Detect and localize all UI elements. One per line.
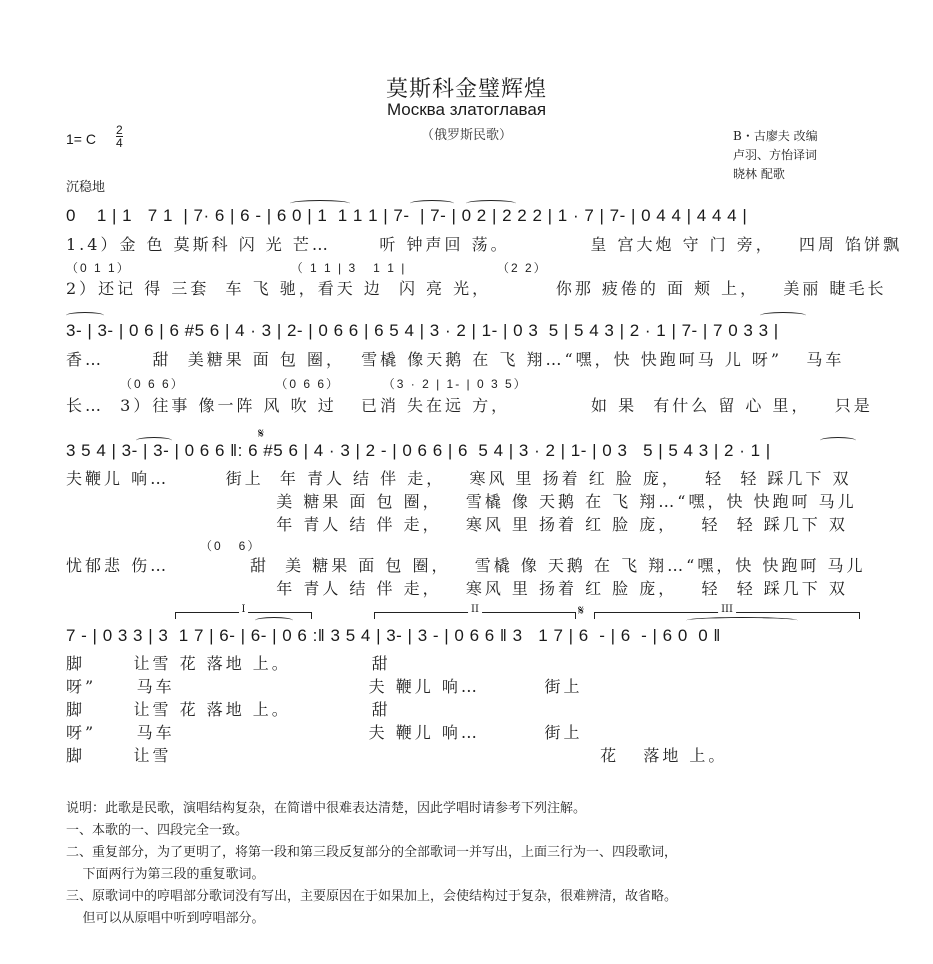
tempo-marking: 沉稳地 (66, 180, 106, 195)
notation-sub-row-1: （0 1 1） （ 1 1 | 3 1 1 | （2 2） (66, 261, 548, 275)
notation-row-4: 7 - | 0 3 3 | 3 1 7 | 6- | 6- | 0 6 :‖ 3 5 4 | 3- | 3 - | 0 6 6 ‖ 3 1 7 | 6 - | 6 - | 6 0 0 ‖ (66, 626, 721, 645)
lyric-row-4d: 呀” 马车 夫 鞭儿 响… 街上 (66, 723, 583, 742)
footnote-2: 二、重复部分，为了更明了，将第一段和第三段反复部分的全部歌词一并写出，上面三行为一、四段歌词， (66, 845, 678, 860)
credit-arranger: B・古廖夫 改编 (733, 129, 818, 143)
tie-icon (255, 617, 293, 624)
song-title-russian: Москва златоглавая (386, 100, 547, 119)
notation-row-3: 3 5 4 | 3- | 3- | 0 6 6 ‖: 6 #5 6 | 4 · 3 | 2 - | 0 6 6 | 6 5 4 | 3 · 2 | 1- | 0 3 5 | 5 4 3 | 2 · 1 | (66, 441, 771, 460)
footnote-2-cont: 下面两行为第三段的重复歌词。 (66, 867, 265, 882)
lyric-row-4a: 脚 让雪 花 落地 上。 甜 (66, 654, 391, 673)
lyric-row-1b: 2）还记 得 三套 车 飞 驰，看天 边 闪 亮 光， 你那 疲倦的 面 颊 上， 美丽 睫毛长 (66, 279, 887, 298)
lyric-row-4c: 脚 让雪 花 落地 上。 甜 (66, 700, 391, 719)
tie-icon (686, 617, 798, 624)
segno-icon: 𝄋 (258, 426, 265, 442)
tie-icon (760, 312, 806, 319)
footnote-1: 一、本歌的一、四段完全一致。 (66, 823, 249, 838)
song-origin: （俄罗斯民歌） (420, 128, 512, 143)
notation-row-1: 0 1 | 1 7 1 | 7· 6 | 6 - | 6 0 | 1 1 1 1 | 7- | 7- | 0 2 | 2 2 2 | 1 · 7 | 7- | 0 4 4 | 4 4 4 | (66, 206, 748, 225)
lyric-row-2b: 长… 3）往事 像一阵 风 吹 过 已消 失在远 方， 如 果 有什么 留 心 里， 只是 (66, 396, 873, 415)
credits (733, 127, 818, 184)
lyric-row-3b: 美 糖果 面 包 圈， 雪橇 像 天鹅 在 飞 翔…“嘿，快 快跑呵 马儿 (66, 492, 857, 511)
lyric-row-3d: 忧郁悲 伤… 甜 美 糖果 面 包 圈， 雪橇 像 天鹅 在 飞 翔…“嘿，快 快跑呵 马儿 (66, 556, 866, 575)
meter-top: 2 (116, 123, 123, 137)
lyric-row-3a: 夫鞭儿 响… 街上 年 青人 结 伴 走， 寒风 里 扬着 红 脸 庞， 轻 轻 踩几下 双 (66, 469, 852, 488)
meter-bottom: 4 (116, 136, 123, 150)
credit-lyricist: 卢羽、方怡译词 (733, 148, 818, 162)
segno-icon: 𝄋 (578, 603, 585, 619)
lyric-row-1a: 1.4）金 色 莫斯科 闪 光 芒… 听 钟声回 荡。 皇 宫大炮 守 门 旁， 四周 馅饼飘 (66, 235, 903, 254)
notation-row-2: 3- | 3- | 0 6 | 6 #5 6 | 4 · 3 | 2- | 0 6 6 | 6 5 4 | 3 · 2 | 1- | 0 3 5 | 5 4 3 | 2 · 1 | 7- | 7 0 3 3 | (66, 321, 779, 340)
lyric-row-4b: 呀” 马车 夫 鞭儿 响… 街上 (66, 677, 583, 696)
lyric-row-2a: 香… 甜 美糖果 面 包 圈， 雪橇 像天鹅 在 飞 翔…“嘿，快 快跑呵马 儿 呀” 马车 (66, 350, 845, 369)
footnote-3: 三、原歌词中的哼唱部分歌词没有写出，主要原因在于如果加上，会使结构过于复杂，很难辨清，故省略。 (66, 889, 678, 904)
credit-setter: 晓林 配歌 (733, 167, 785, 181)
volta-bracket-3: III (594, 612, 860, 619)
volta-bracket-2: II (374, 612, 576, 619)
footnote-3-cont: 但可以从原唱中听到哼唱部分。 (66, 911, 265, 926)
volta-bracket-1: I (175, 612, 312, 619)
notation-sub-row-2: （0 6 6） （0 6 6） （3 · 2 | 1- | 0 3 5） (120, 377, 528, 391)
tie-icon (820, 437, 856, 444)
notation-sub-row-3: （0 6） (200, 539, 262, 553)
footnote-intro: 说明：此歌是民歌，演唱结构复杂，在简谱中很难表达清楚，因此学唱时请参考下列注解。 (66, 801, 587, 816)
tie-icon (66, 312, 104, 319)
lyric-row-4e: 脚 让雪 花 落地 上。 (66, 746, 728, 765)
song-title-chinese: 莫斯科金璧辉煌 (385, 77, 547, 102)
footnotes (66, 798, 677, 930)
lyric-row-3e: 年 青人 结 伴 走， 寒风 里 扬着 红 脸 庞， 轻 轻 踩几下 双 (66, 579, 848, 598)
time-signature (116, 124, 123, 149)
key-signature: 1= C (66, 131, 96, 147)
lyric-row-3c: 年 青人 结 伴 走， 寒风 里 扬着 红 脸 庞， 轻 轻 踩几下 双 (66, 515, 848, 534)
